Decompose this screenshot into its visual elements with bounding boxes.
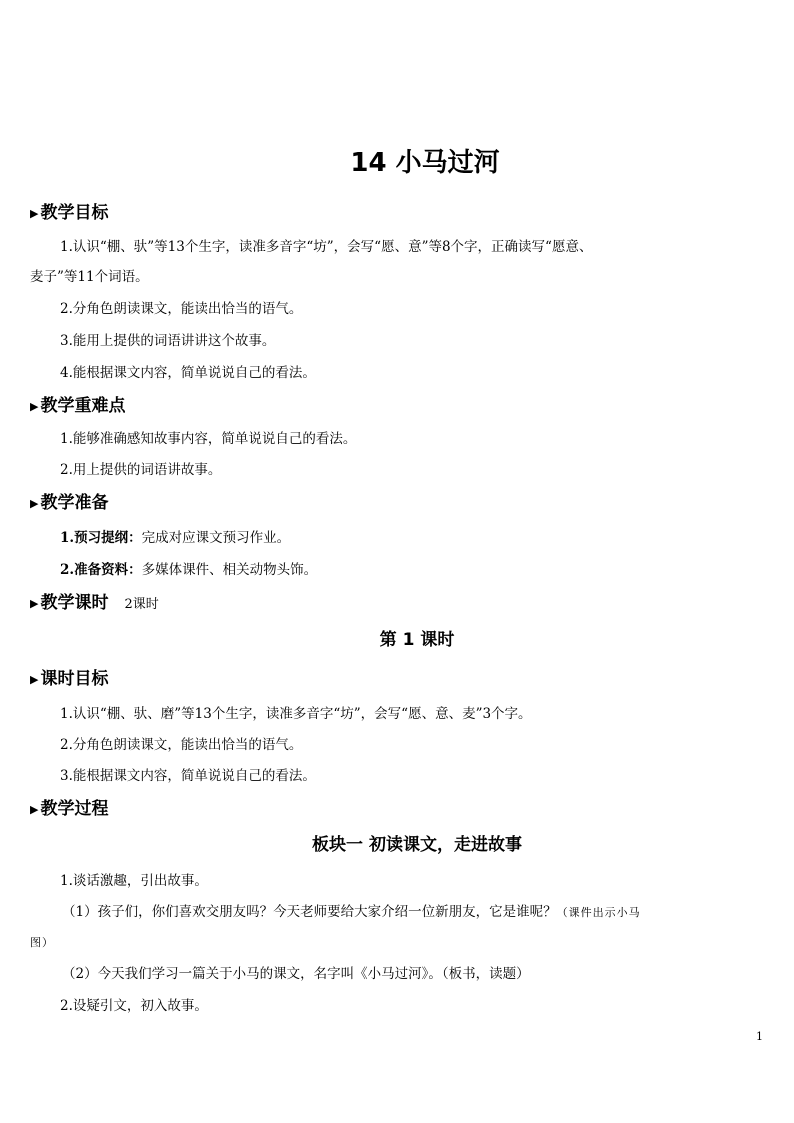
prep-item-text: 多媒体课件、相关动物头饰。 <box>141 562 318 578</box>
section-heading-lesson-goals <box>30 668 108 691</box>
page-title: 14 小马过河 <box>350 148 500 178</box>
section-heading-teaching-goals <box>30 202 108 225</box>
heading-text: 教学准备 <box>40 493 109 513</box>
key-point-2: 2.用上提供的词语讲故事。 <box>60 462 222 478</box>
process-paragraph-1-cont <box>30 932 54 953</box>
prep-item-2 <box>60 560 317 580</box>
process-paragraph-2: （2）今天我们学习一篇关于小马的课文，名字叫《小马过河》。（板书，读题） <box>62 966 530 982</box>
goal-item-1: 1.认识“棚、驮”等13个生字，读准多音字“坊”，会写“愿、意”等8个字，正确读写“愿意、 <box>60 239 593 255</box>
lesson-goal-1: 1.认识“棚、驮、磨”等13个生字，读准多音字“坊”，会写“愿、意、麦”3个字。 <box>60 706 532 722</box>
triangle-right-icon: ▶ <box>30 597 39 610</box>
prep-item-text: 完成对应课文预习作业。 <box>141 530 291 546</box>
prep-item-1 <box>60 528 290 548</box>
triangle-right-icon: ▶ <box>30 207 39 220</box>
triangle-right-icon: ▶ <box>30 497 39 510</box>
goal-item-2: 2.分角色朗读课文，能读出恰当的语气。 <box>60 301 303 317</box>
key-point-1: 1.能够准确感知故事内容，简单说说自己的看法。 <box>60 431 357 447</box>
heading-text: 教学课时 <box>40 593 109 613</box>
triangle-right-icon: ▶ <box>30 673 39 686</box>
goal-item-3: 3.能用上提供的词语讲讲这个故事。 <box>60 333 276 349</box>
prep-item-label: 1.预习提纲： <box>60 530 142 546</box>
lesson-title: 第 1 课时 <box>379 630 455 650</box>
process-step-2: 2.设疑引文，初入故事。 <box>60 998 208 1014</box>
class-hours-value: 2课时 <box>124 597 159 612</box>
goal-item-1-cont: 麦子”等11个词语。 <box>30 269 149 285</box>
paragraph-text: （1）孩子们，你们喜欢交朋友吗？今天老师要给大家介绍一位新朋友，它是谁呢？ <box>62 904 557 920</box>
paragraph-note: 图） <box>30 936 54 949</box>
heading-text: 教学重难点 <box>40 396 126 416</box>
lesson-goal-2: 2.分角色朗读课文，能读出恰当的语气。 <box>60 737 303 753</box>
process-step-1: 1.谈话激趣，引出故事。 <box>60 873 208 889</box>
triangle-right-icon: ▶ <box>30 803 39 816</box>
section-heading-preparation <box>30 492 108 515</box>
page-number: 1 <box>756 1030 763 1043</box>
paragraph-note: （课件出示小马 <box>556 906 641 919</box>
heading-text: 教学过程 <box>40 799 109 819</box>
triangle-right-icon: ▶ <box>30 400 39 413</box>
heading-text: 教学目标 <box>40 203 109 223</box>
lesson-goal-3: 3.能根据课文内容，简单说说自己的看法。 <box>60 768 316 784</box>
goal-item-4: 4.能根据课文内容，简单说说自己的看法。 <box>60 365 316 381</box>
section-heading-class-hours <box>30 592 159 616</box>
process-paragraph-1 <box>62 902 641 923</box>
prep-item-label: 2.准备资料： <box>60 562 142 578</box>
heading-text: 课时目标 <box>40 669 109 689</box>
block-title: 板块一 初读课文，走进故事 <box>312 835 522 855</box>
section-heading-process <box>30 798 108 821</box>
section-heading-key-points <box>30 395 125 418</box>
